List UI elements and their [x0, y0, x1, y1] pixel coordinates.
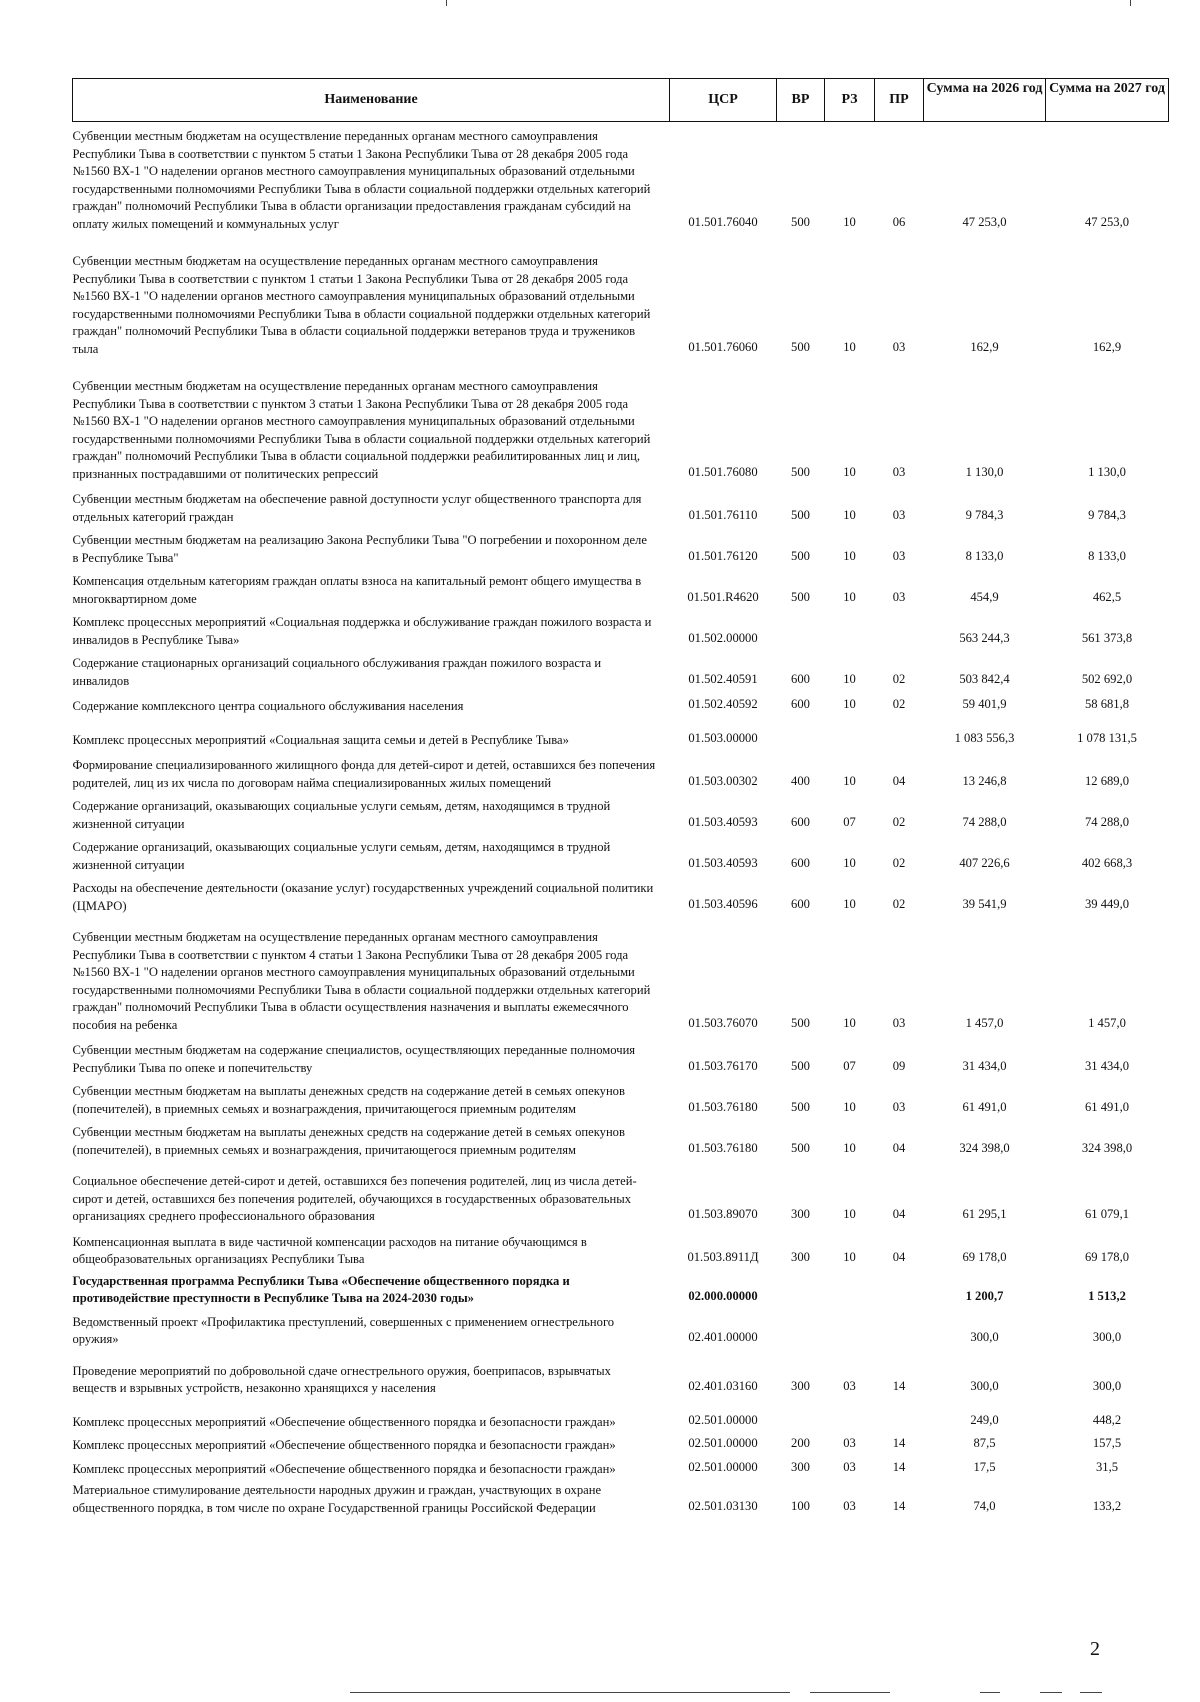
row-csr: 01.503.40593 — [688, 855, 758, 870]
row-vr: 600 — [791, 896, 810, 911]
row-sum-2027: 324 398,0 — [1081, 1140, 1133, 1155]
row-sum-2027: 1 078 131,5 — [1077, 730, 1137, 745]
row-name: Содержание организаций, оказывающих социальные услуги семьям, детям, находящимся в трудной жизненной ситуации — [72, 840, 611, 872]
row-csr: 02.401.03160 — [688, 1379, 758, 1393]
row-sum-2027: 8 133,0 — [1088, 548, 1126, 563]
row-pr: 04 — [892, 1250, 906, 1264]
row-name: Субвенции местным бюджетам на содержание специалистов, осуществляющих переданные полномочия Республики Тыва по опеке и попечительству — [72, 1043, 636, 1075]
row-sum-2026: 13 246,8 — [962, 773, 1007, 788]
table-row — [73, 1118, 1169, 1159]
row-vr: 500 — [791, 464, 810, 479]
row-rz: 10 — [843, 464, 856, 479]
row-pr: 14 — [892, 1498, 906, 1513]
row-sum-2027: 157,5 — [1092, 1436, 1122, 1450]
row-pr — [875, 1269, 924, 1308]
row-rz: 10 — [843, 507, 856, 522]
row-rz: 03 — [843, 1459, 856, 1474]
row-name: Содержание организаций, оказывающих социальные услуги семьям, детям, находящимся в трудной жизненной ситуации — [72, 799, 611, 831]
table-row — [73, 833, 1169, 874]
table-row — [73, 792, 1169, 833]
scan-mark — [446, 0, 447, 6]
row-sum-2026: 300,0 — [970, 1330, 999, 1344]
table-row — [73, 567, 1169, 608]
row-sum-2027: 9 784,3 — [1088, 507, 1126, 522]
row-rz: 10 — [843, 896, 856, 911]
row-vr: 500 — [791, 507, 810, 522]
row-pr: 03 — [892, 1015, 906, 1030]
row-vr — [777, 608, 825, 649]
row-csr: 01.503.89070 — [688, 1207, 758, 1221]
row-csr: 01.501.76080 — [688, 464, 758, 479]
row-sum-2026: 17,5 — [973, 1459, 996, 1474]
row-sum-2027: 58 681,8 — [1084, 697, 1130, 711]
row-sum-2026: 39 541,9 — [962, 896, 1007, 911]
row-rz — [825, 1398, 875, 1432]
row-csr: 01.501.76040 — [688, 214, 758, 229]
row-vr: 600 — [791, 814, 810, 829]
row-csr: 01.503.40596 — [688, 896, 758, 911]
row-name: Субвенции местным бюджетам на выплаты денежных средств на содержание детей в семьях опекунов (попечителей), в приемных семьях и вознаграждения, причитающегося приемным родителям — [72, 1084, 625, 1116]
table-row — [73, 1349, 1169, 1398]
row-rz: 10 — [843, 697, 856, 711]
row-pr: 02 — [892, 855, 906, 870]
row-rz: 03 — [843, 1498, 856, 1513]
budget-table — [72, 78, 1169, 1517]
row-csr: 01.501.R4620 — [687, 589, 759, 604]
row-sum-2027: 74 288,0 — [1084, 814, 1130, 829]
row-rz: 10 — [843, 773, 856, 788]
row-name: Ведомственный проект «Профилактика преступлений, совершенных с применением огнестрельного оружия» — [72, 1314, 615, 1346]
row-pr: 02 — [892, 814, 906, 829]
row-csr: 01.503.00302 — [688, 773, 758, 788]
row-sum-2027: 31,5 — [1095, 1459, 1119, 1474]
row-name: Компенсация отдельным категориям граждан оплаты взноса на капитальный ремонт общего имущества в многоквартирном доме — [72, 574, 642, 606]
row-csr: 01.503.8911Д — [687, 1250, 759, 1264]
scan-edge-line — [1080, 1692, 1102, 1693]
table-row — [73, 122, 1169, 234]
row-csr: 01.502.40592 — [688, 697, 758, 711]
row-pr: 03 — [892, 1099, 906, 1114]
row-rz: 10 — [843, 214, 856, 229]
row-sum-2027: 162,9 — [1092, 339, 1122, 354]
table-row — [73, 483, 1169, 526]
row-rz: 10 — [843, 548, 856, 563]
scan-mark — [1130, 0, 1131, 6]
row-pr: 02 — [892, 697, 906, 711]
table-row — [73, 1159, 1169, 1226]
table-row — [73, 716, 1169, 750]
table-row — [73, 915, 1169, 1034]
row-rz — [825, 608, 875, 649]
row-pr: 03 — [892, 339, 906, 354]
row-vr: 500 — [791, 214, 810, 229]
row-sum-2027: 300,0 — [1092, 1379, 1122, 1393]
row-vr: 100 — [791, 1498, 810, 1513]
row-vr: 300 — [791, 1207, 810, 1221]
row-csr: 01.503.00000 — [688, 730, 758, 745]
table-row — [73, 1226, 1169, 1269]
row-vr: 500 — [791, 1015, 810, 1030]
row-csr: 02.501.03130 — [688, 1498, 758, 1513]
row-vr: 500 — [791, 1099, 810, 1114]
header-name: Наименование — [73, 79, 670, 122]
table-row — [73, 1398, 1169, 1432]
row-sum-2027: 462,5 — [1092, 589, 1122, 604]
row-pr: 03 — [892, 589, 906, 604]
row-vr: 300 — [791, 1379, 810, 1393]
row-name: Субвенции местным бюджетам на осуществление переданных органам местного самоуправления Республики Тыва в соответствии с пунктом 5 статьи 1 Закона Республики Тыва от 28 декабря 2005 года №1560 ВХ-1 "О наделении органов местного самоуправления муниципальных образований отдельными государственными полномочиями Республики Тыва в области социальной поддержки отдельных категорий граждан" полномочий Республики Тыва в области организации предоставления гражданам субсидий на оплату жилых помещений и коммунальных услуг — [72, 129, 651, 231]
row-csr: 02.501.00000 — [688, 1412, 758, 1427]
row-pr — [875, 1308, 924, 1349]
row-name: Комплекс процессных мероприятий «Социальная защита семьи и детей в Республике Тыва» — [72, 732, 569, 747]
row-sum-2027: 61 491,0 — [1084, 1099, 1130, 1114]
table-row — [73, 608, 1169, 649]
scan-edge-line — [980, 1692, 1000, 1693]
page-number: 2 — [1090, 1638, 1100, 1660]
row-pr: 02 — [892, 896, 906, 911]
row-name: Содержание стационарных организаций социального обслуживания граждан пожилого возраста и инвалидов — [72, 656, 602, 688]
table-header — [73, 79, 1169, 122]
table-body — [73, 122, 1169, 1518]
row-name: Расходы на обеспечение деятельности (оказание услуг) государственных учреждений социальной политики (ЦМАРО) — [72, 881, 654, 913]
row-vr: 200 — [791, 1436, 810, 1450]
row-sum-2027: 61 079,1 — [1084, 1207, 1130, 1221]
row-csr: 01.503.76070 — [688, 1015, 758, 1030]
row-rz: 10 — [843, 1099, 856, 1114]
table-row — [73, 690, 1169, 716]
row-pr — [875, 608, 924, 649]
table-row — [73, 1455, 1169, 1479]
row-csr: 01.502.40591 — [688, 671, 758, 686]
row-sum-2027: 1 513,2 — [1088, 1289, 1126, 1303]
row-name: Субвенции местным бюджетам на выплаты денежных средств на содержание детей в семьях опекунов (попечителей), в приемных семьях и вознаграждения, причитающегося приемным родителям — [72, 1125, 625, 1157]
row-vr: 600 — [791, 855, 810, 870]
row-sum-2027: 300,0 — [1092, 1330, 1122, 1344]
row-sum-2026: 31 434,0 — [962, 1058, 1007, 1073]
row-csr: 01.502.00000 — [688, 630, 758, 645]
row-name: Субвенции местным бюджетам на осуществление переданных органам местного самоуправления Республики Тыва в соответствии с пунктом 1 статьи 1 Закона Республики Тыва от 28 декабря 2005 года №1560 ВХ-1 "О наделении органов местного самоуправления муниципальных образований отдельными государственными полномочиями Республики Тыва в области социальной поддержки отдельных категорий граждан" полномочий Республики Тыва в области социальной поддержки ветеранов труда и тружеников тыла — [72, 254, 651, 356]
row-sum-2026: 503 842,4 — [959, 671, 1010, 686]
row-pr — [875, 1398, 924, 1432]
row-rz: 10 — [843, 589, 856, 604]
row-sum-2027: 561 373,8 — [1081, 630, 1133, 645]
row-rz: 07 — [843, 1058, 856, 1073]
row-csr: 01.501.76060 — [688, 339, 758, 354]
row-sum-2026: 59 401,9 — [962, 697, 1007, 711]
row-sum-2026: 162,9 — [970, 339, 999, 354]
row-pr: 14 — [892, 1379, 906, 1393]
row-name: Проведение мероприятий по добровольной сдаче огнестрельного оружия, боеприпасов, взрывчатых веществ и взрывных устройств, незаконно хранящихся у населения — [72, 1363, 611, 1395]
row-name: Комплекс процессных мероприятий «Обеспечение общественного порядка и безопасности граждан» — [72, 1438, 616, 1452]
row-csr: 01.501.76110 — [688, 507, 758, 522]
row-sum-2026: 324 398,0 — [959, 1140, 1010, 1155]
row-name: Комплекс процессных мероприятий «Обеспечение общественного порядка и безопасности граждан» — [72, 1414, 616, 1429]
table-row — [73, 1077, 1169, 1118]
row-sum-2026: 61 491,0 — [962, 1099, 1007, 1114]
table-row — [73, 233, 1169, 358]
row-vr: 400 — [791, 773, 810, 788]
row-vr — [777, 1308, 825, 1349]
table-row — [73, 358, 1169, 483]
row-rz: 03 — [843, 1436, 856, 1450]
header-sum-2027: Сумма на 2027 год — [1046, 79, 1169, 122]
row-sum-2026: 454,9 — [970, 589, 999, 604]
row-rz — [825, 1308, 875, 1349]
row-vr: 500 — [791, 1058, 810, 1073]
table-row — [73, 1269, 1169, 1308]
row-pr: 03 — [892, 464, 906, 479]
row-vr — [777, 716, 825, 750]
row-sum-2026: 47 253,0 — [962, 214, 1007, 229]
row-vr: 500 — [791, 548, 810, 563]
row-sum-2027: 448,2 — [1092, 1412, 1122, 1427]
row-csr: 01.503.76180 — [688, 1099, 758, 1114]
header-rz: РЗ — [825, 79, 875, 122]
row-sum-2027: 31 434,0 — [1084, 1058, 1130, 1073]
row-rz — [825, 716, 875, 750]
row-vr: 500 — [791, 339, 810, 354]
row-csr: 01.503.76170 — [688, 1058, 758, 1073]
row-sum-2026: 1 130,0 — [965, 464, 1004, 479]
row-sum-2027: 1 130,0 — [1088, 464, 1126, 479]
row-name: Материальное стимулирование деятельности народных дружин и граждан, участвующих в охране общественного порядка, в том числе по охране Государственной границы Российской Федерации — [72, 1483, 602, 1515]
row-sum-2026: 69 178,0 — [962, 1250, 1007, 1264]
row-pr: 06 — [892, 214, 906, 229]
table-row — [73, 749, 1169, 792]
row-csr: 02.501.00000 — [688, 1459, 758, 1474]
row-rz: 10 — [843, 1250, 856, 1264]
row-sum-2026: 61 295,1 — [962, 1207, 1007, 1221]
row-csr: 02.501.00000 — [688, 1436, 758, 1450]
table-row — [73, 649, 1169, 690]
row-rz: 10 — [843, 1015, 856, 1030]
row-name: Государственная программа Республики Тыва «Обеспечение общественного порядка и противодействие преступности в Республике Тыва на 2024-2030 годы» — [72, 1273, 570, 1305]
row-pr: 09 — [892, 1058, 906, 1073]
row-name: Формирование специализированного жилищного фонда для детей-сирот и детей, оставшихся без попечения родителей, лиц из их числа по договорам найма специализированных жилых помещений — [72, 758, 656, 790]
row-name: Субвенции местным бюджетам на обеспечение равной доступности услуг общественного транспорта для отдельных категорий граждан — [72, 492, 642, 524]
scan-edge-line — [810, 1692, 890, 1693]
row-sum-2026: 300,0 — [970, 1379, 999, 1393]
row-vr: 600 — [791, 697, 810, 711]
row-sum-2027: 402 668,3 — [1081, 855, 1133, 870]
row-csr: 01.503.40593 — [688, 814, 758, 829]
row-sum-2027: 69 178,0 — [1084, 1250, 1130, 1264]
row-rz: 03 — [843, 1379, 856, 1393]
row-sum-2026: 87,5 — [973, 1436, 996, 1450]
scan-edge-line — [1040, 1692, 1062, 1693]
table-row — [73, 874, 1169, 915]
row-pr: 03 — [892, 507, 906, 522]
row-vr — [777, 1269, 825, 1308]
row-vr: 500 — [791, 589, 810, 604]
row-sum-2027: 502 692,0 — [1081, 671, 1133, 686]
table-row — [73, 1034, 1169, 1077]
row-vr: 500 — [791, 1140, 810, 1155]
table-row — [73, 1308, 1169, 1349]
row-rz: 10 — [843, 1140, 856, 1155]
row-pr: 03 — [892, 548, 906, 563]
row-rz: 10 — [843, 1207, 856, 1221]
row-csr: 01.501.76120 — [688, 548, 758, 563]
row-name: Комплекс процессных мероприятий «Обеспечение общественного порядка и безопасности граждан» — [72, 1461, 616, 1476]
table-row — [73, 1478, 1169, 1517]
table-row — [73, 1431, 1169, 1455]
row-rz: 07 — [843, 814, 856, 829]
row-sum-2026: 249,0 — [970, 1412, 999, 1427]
row-vr — [777, 1398, 825, 1432]
scan-edge-line — [350, 1692, 790, 1693]
row-sum-2027: 12 689,0 — [1084, 773, 1130, 788]
row-sum-2026: 8 133,0 — [965, 548, 1004, 563]
row-rz: 10 — [843, 339, 856, 354]
row-sum-2026: 74 288,0 — [962, 814, 1007, 829]
row-pr: 14 — [892, 1459, 906, 1474]
row-sum-2026: 74,0 — [973, 1498, 996, 1513]
row-sum-2026: 407 226,6 — [959, 855, 1010, 870]
row-sum-2027: 1 457,0 — [1088, 1015, 1126, 1030]
table-row — [73, 526, 1169, 567]
row-name: Социальное обеспечение детей-сирот и детей, оставшихся без попечения родителей, лиц из числа детей-сирот и детей, оставшихся без попечения родителей, обучающихся в государственных образовательных организациях среднего профессионального образования — [72, 1174, 637, 1223]
row-pr: 14 — [892, 1436, 906, 1450]
row-sum-2026: 1 200,7 — [965, 1289, 1004, 1303]
header-csr: ЦСР — [670, 79, 777, 122]
row-csr: 02.000.00000 — [688, 1289, 758, 1303]
header-sum-2026: Сумма на 2026 год — [924, 79, 1046, 122]
row-name: Содержание комплексного центра социального обслуживания населения — [72, 699, 464, 713]
row-sum-2026: 1 457,0 — [965, 1015, 1004, 1030]
row-csr: 01.503.76180 — [688, 1140, 758, 1155]
row-rz: 10 — [843, 855, 856, 870]
row-name: Комплекс процессных мероприятий «Социальная поддержка и обслуживание граждан пожилого возраста и инвалидов в Республике Тыва» — [72, 615, 652, 647]
row-sum-2027: 133,2 — [1092, 1498, 1122, 1513]
row-rz — [825, 1269, 875, 1308]
row-vr: 300 — [791, 1250, 810, 1264]
row-name: Компенсационная выплата в виде частичной компенсации расходов на питание обучающимся в общеобразовательных организациях Республики Тыва — [72, 1234, 587, 1266]
row-vr: 300 — [791, 1459, 810, 1474]
row-vr: 600 — [791, 671, 810, 686]
row-sum-2026: 1 083 556,3 — [954, 730, 1015, 745]
header-vr: ВР — [777, 79, 825, 122]
row-sum-2026: 9 784,3 — [965, 507, 1004, 522]
row-name: Субвенции местным бюджетам на осуществление переданных органам местного самоуправления Республики Тыва в соответствии с пунктом 4 статьи 1 Закона Республики Тыва от 28 декабря 2005 года №1560 ВХ-1 "О наделении органов местного самоуправления муниципальных образований отдельными государственными полномочиями Республики Тыва в области социальной поддержки отдельных категорий граждан" полномочий Республики Тыва в области осуществления назначения и выплаты ежемесячного пособия на ребенка — [72, 930, 651, 1032]
row-sum-2027: 47 253,0 — [1084, 214, 1130, 229]
row-name: Субвенции местным бюджетам на осуществление переданных органам местного самоуправления Республики Тыва в соответствии с пунктом 3 статьи 1 Закона Республики Тыва от 28 декабря 2005 года №1560 ВХ-1 "О наделении органов местного самоуправления муниципальных образований отдельными государственными полномочиями Республики Тыва в области социальной поддержки отдельных категорий граждан" полномочий Республики Тыва в области социальной поддержки реабилитированных лиц и лиц, признанных пострадавшими от политических репрессий — [72, 379, 651, 481]
row-csr: 02.401.00000 — [688, 1330, 758, 1344]
row-sum-2026: 563 244,3 — [959, 630, 1010, 645]
row-pr: 04 — [892, 1140, 906, 1155]
row-pr: 04 — [892, 773, 906, 788]
row-name: Субвенции местным бюджетам на реализацию Закона Республики Тыва "О погребении и похоронном деле в Республике Тыва" — [72, 533, 647, 565]
row-sum-2027: 39 449,0 — [1084, 896, 1130, 911]
row-pr: 04 — [892, 1207, 906, 1221]
header-pr: ПР — [875, 79, 924, 122]
row-pr — [875, 716, 924, 750]
row-rz: 10 — [843, 671, 856, 686]
row-pr: 02 — [892, 671, 906, 686]
